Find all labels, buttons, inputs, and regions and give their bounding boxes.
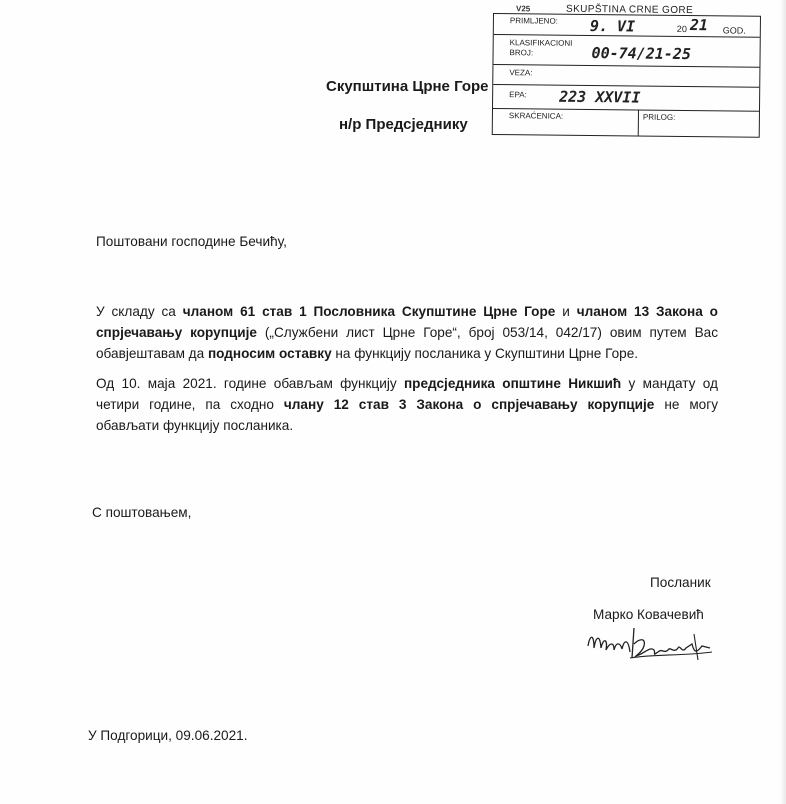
page-edge-shadow	[780, 0, 786, 804]
paragraph-2-line-1	[96, 373, 718, 394]
paragraph-1-line-1	[96, 301, 718, 322]
stamp-year-suffix: 21	[689, 16, 709, 35]
paragraph-2-line-2	[96, 394, 718, 415]
addressee-line-2: н/р Предсједнику	[339, 116, 468, 133]
stamp-epa-value: 223 XXVII	[559, 87, 641, 107]
stamp-row-epa	[493, 84, 759, 112]
paragraph-1-line-2	[96, 322, 718, 343]
stamp-klas-value: 00-74/21-25	[591, 44, 692, 64]
paragraph-1-line-3	[96, 343, 718, 364]
text-run: четири године, па сходно	[96, 397, 284, 412]
bold-run: подносим оставку	[207, 346, 332, 361]
addressee-line-1: Скупштина Црне Горе	[326, 78, 489, 95]
stamp-mark: V25	[515, 4, 531, 14]
handwritten-signature	[584, 624, 714, 668]
registry-stamp	[492, 3, 761, 138]
stamp-row-klasifikacioni	[493, 34, 759, 68]
bold-run: предсједника општине Никшић	[403, 376, 622, 391]
bold-run: чланом 61 став 1 Пословника Скупштине Црне Горе	[182, 304, 556, 319]
text-run: у мандату од	[621, 376, 718, 391]
text-run: и	[555, 304, 577, 319]
text-run: У складу са	[96, 304, 183, 319]
bold-run: чланом 13 Закона о	[576, 304, 718, 319]
text-run: Од 10. маја 2021. године обављам функцију	[96, 376, 404, 391]
stamp-organization: SKUPŠTINA CRNE GORE	[565, 3, 694, 17]
text-run: обављати функцију посланика.	[96, 418, 294, 433]
stamp-vertical-separator	[638, 110, 639, 136]
stamp-primljeno-label: PRIMLJENO:	[509, 16, 558, 26]
stamp-prilog-label: PRILOG:	[642, 112, 676, 122]
stamp-god-label: GOD.	[722, 25, 746, 36]
salutation: Поштовани господине Бечићу,	[96, 234, 287, 249]
bold-run: члану 12 став 3 Закона о спрјечавању корупције	[283, 397, 655, 412]
place-and-date: У Подгорици, 09.06.2021.	[88, 728, 248, 743]
text-run: на функцију посланика у Скупштини Црне Горе.	[331, 346, 639, 361]
bold-run: спрјечавању корупције	[96, 325, 257, 340]
paragraph-1	[96, 301, 718, 364]
text-run: не могу	[654, 397, 718, 412]
paragraph-2	[96, 373, 718, 436]
stamp-klas-label-1: KLASIFIKACIONI	[509, 38, 573, 48]
stamp-year-prefix: 20	[676, 23, 687, 35]
signature-name: Марко Ковачевић	[593, 607, 704, 622]
paragraph-2-line-3	[96, 415, 718, 436]
text-run: обавјештавам да	[96, 346, 208, 361]
closing: С поштовањем,	[92, 505, 192, 520]
stamp-primljeno-date: 9. VI	[589, 17, 636, 36]
stamp-klas-label-2: BROJ:	[509, 48, 534, 58]
signature-title: Посланик	[650, 575, 711, 590]
stamp-epa-label: EPA:	[509, 90, 527, 100]
text-run: („Службени лист Црне Горе“, број 053/14, 042/17) овим путем Вас	[256, 325, 718, 340]
stamp-skracenica-label: SKRAĆENICA:	[508, 111, 564, 121]
stamp-veza-label: VEZA:	[509, 68, 533, 78]
